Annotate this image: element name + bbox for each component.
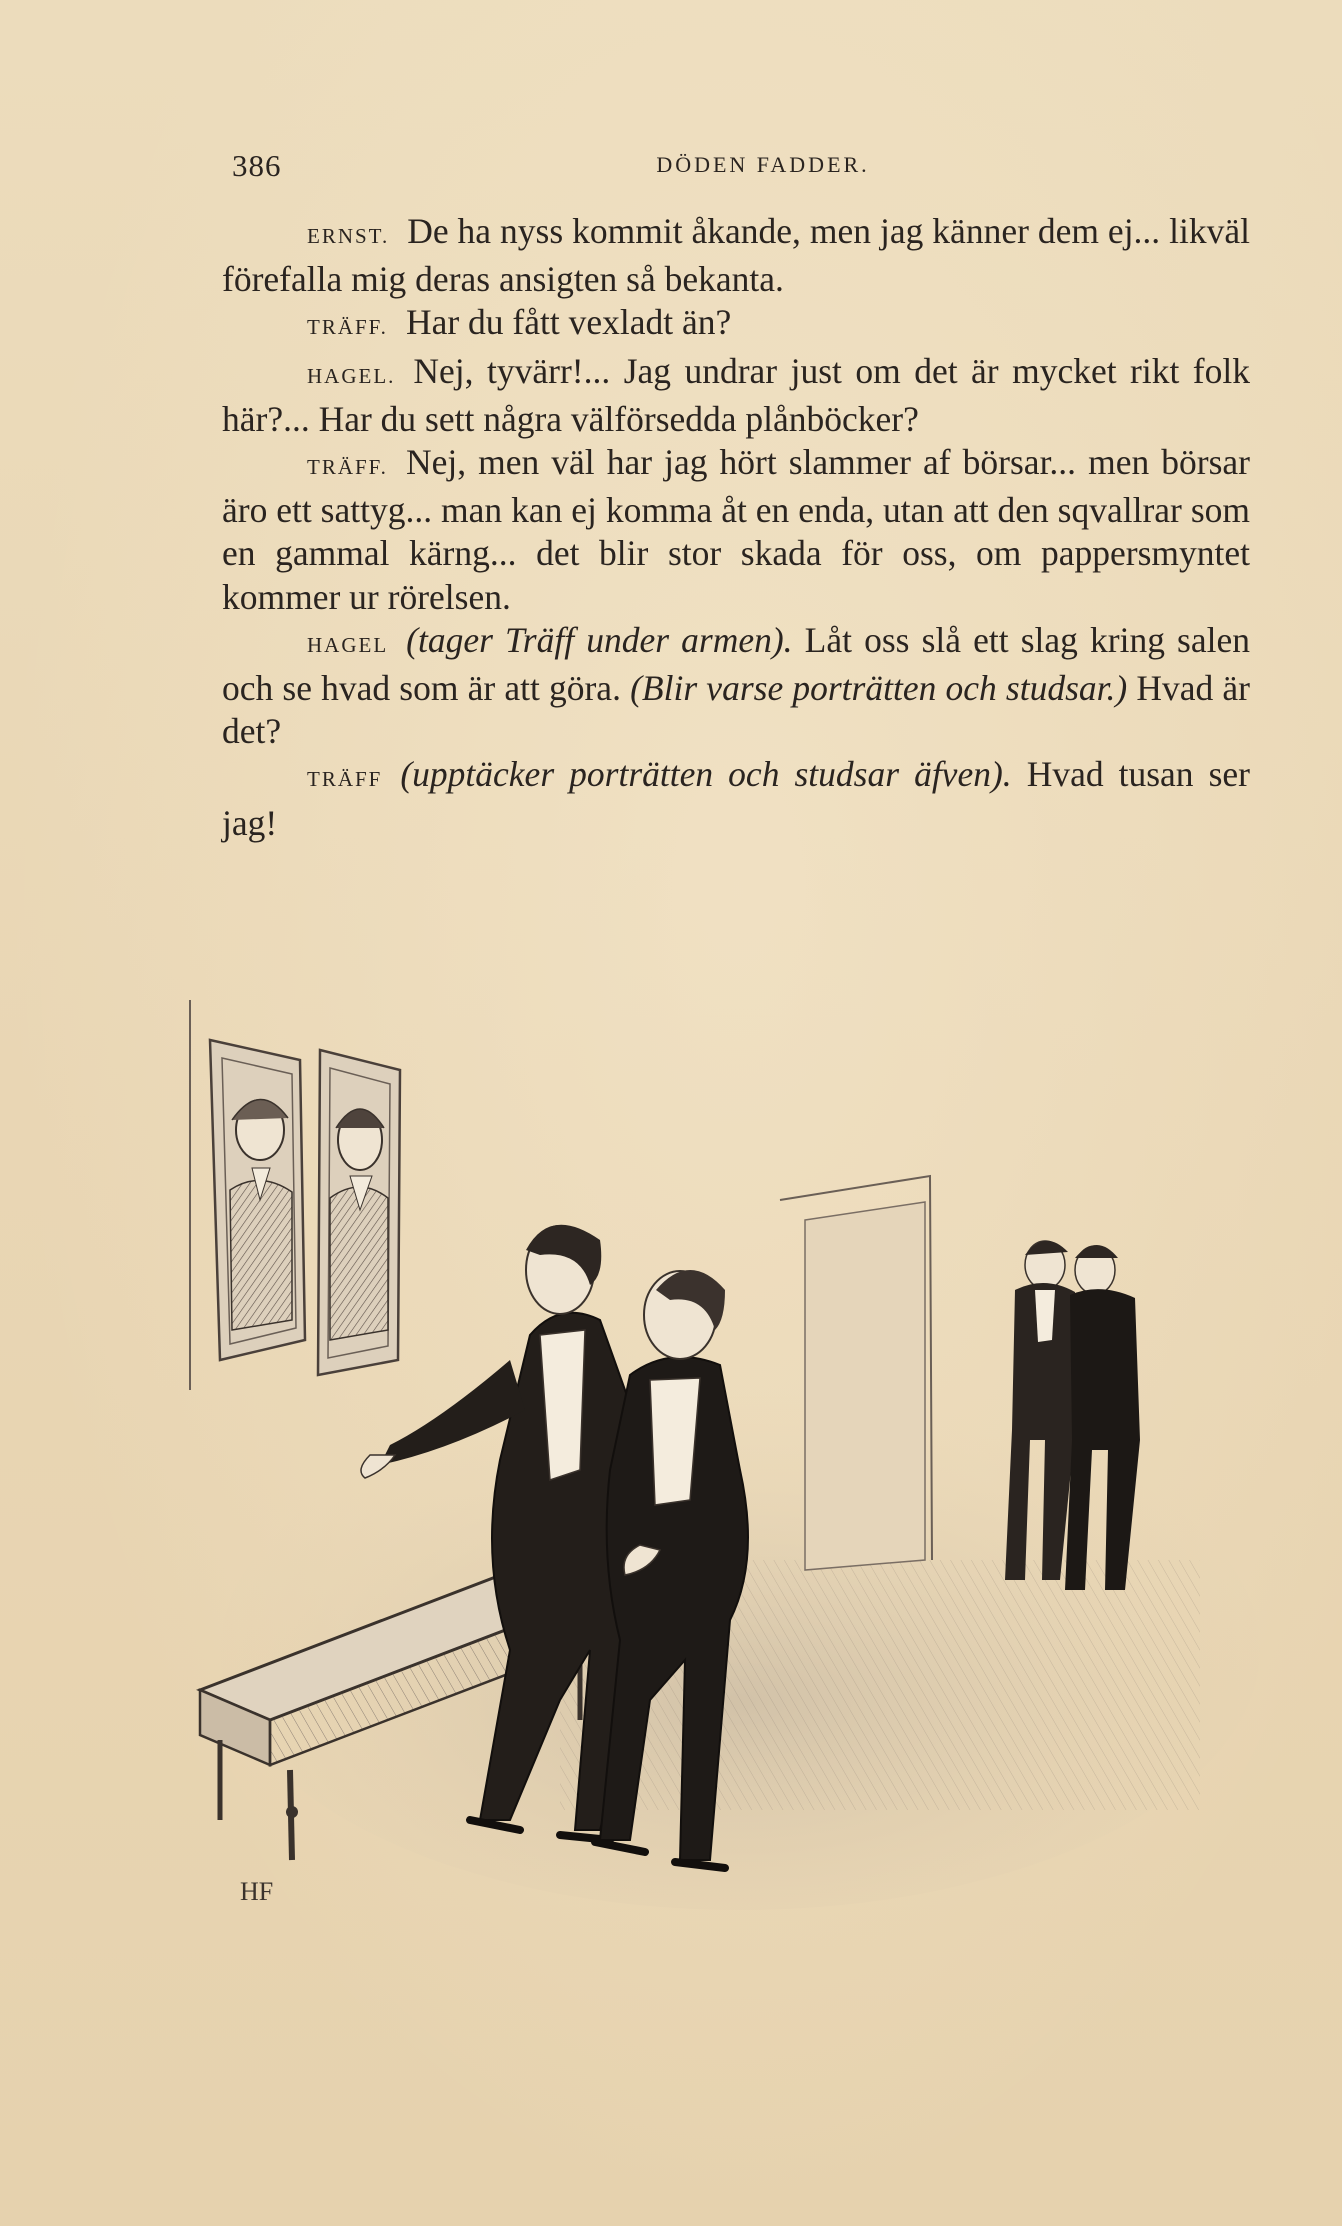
- artist-signature: HF: [240, 1877, 274, 1906]
- dialogue-line: [222, 210, 1250, 301]
- figures-background-pair: [1005, 1241, 1140, 1590]
- running-head: [232, 148, 1254, 188]
- speech-text: Har du fått vexladt än?: [405, 302, 732, 343]
- speaker-name: TRÄFF.: [307, 455, 388, 480]
- illustration-drawing: [180, 1000, 1270, 1920]
- dialogue-text: [222, 210, 1250, 845]
- dialogue-line: [222, 350, 1250, 441]
- speaker-name: HAGEL: [307, 632, 389, 657]
- speech-text: Hvad är det?: [222, 668, 1250, 752]
- stage-direction: (Blir varse porträtten och studsar.): [630, 668, 1128, 709]
- speaker-name: TRÄFF.: [307, 315, 388, 340]
- speech-text: Hvad tusan ser jag!: [222, 754, 1250, 843]
- page-title: DÖDEN FADDER.: [656, 152, 870, 177]
- page-number: 386: [232, 148, 282, 183]
- stage-direction: (tager Träff under armen).: [406, 619, 793, 660]
- speech-text: Nej, men väl har jag hört slammer af börsar... men börsar äro ett sattyg... man kan ej komma åt en enda, utan att den sqvallrar som en gammal kärng... det blir stor skada för oss, om pappersmyntet kommer ur rörelsen.: [222, 442, 1250, 617]
- speech-text: Låt oss slå ett slag kring salen och se hvad som är att göra.: [222, 619, 1251, 709]
- dialogue-line: [222, 301, 1250, 349]
- engraving-illustration: [180, 1000, 1270, 1920]
- dialogue-line: [222, 753, 1250, 844]
- speaker-name: ERNST.: [307, 224, 390, 248]
- speech-text: De ha nyss kommit åkande, men jag känner dem ej... likväl förefalla mig deras ansigten så bekanta.: [222, 211, 1250, 300]
- speaker-name: TRÄFF: [307, 767, 383, 792]
- stage-direction: (upptäcker porträtten och studsar äfven).: [400, 754, 1012, 795]
- speech-text: Nej, tyvärr!... Jag undrar just om det är mycket rikt folk här?... Har du sett några välförsedda plånböcker?: [222, 350, 1250, 439]
- dialogue-line: [222, 441, 1250, 619]
- speaker-name: HAGEL.: [307, 363, 396, 388]
- portraits-on-wall: [190, 1000, 400, 1390]
- dialogue-line: [222, 619, 1250, 754]
